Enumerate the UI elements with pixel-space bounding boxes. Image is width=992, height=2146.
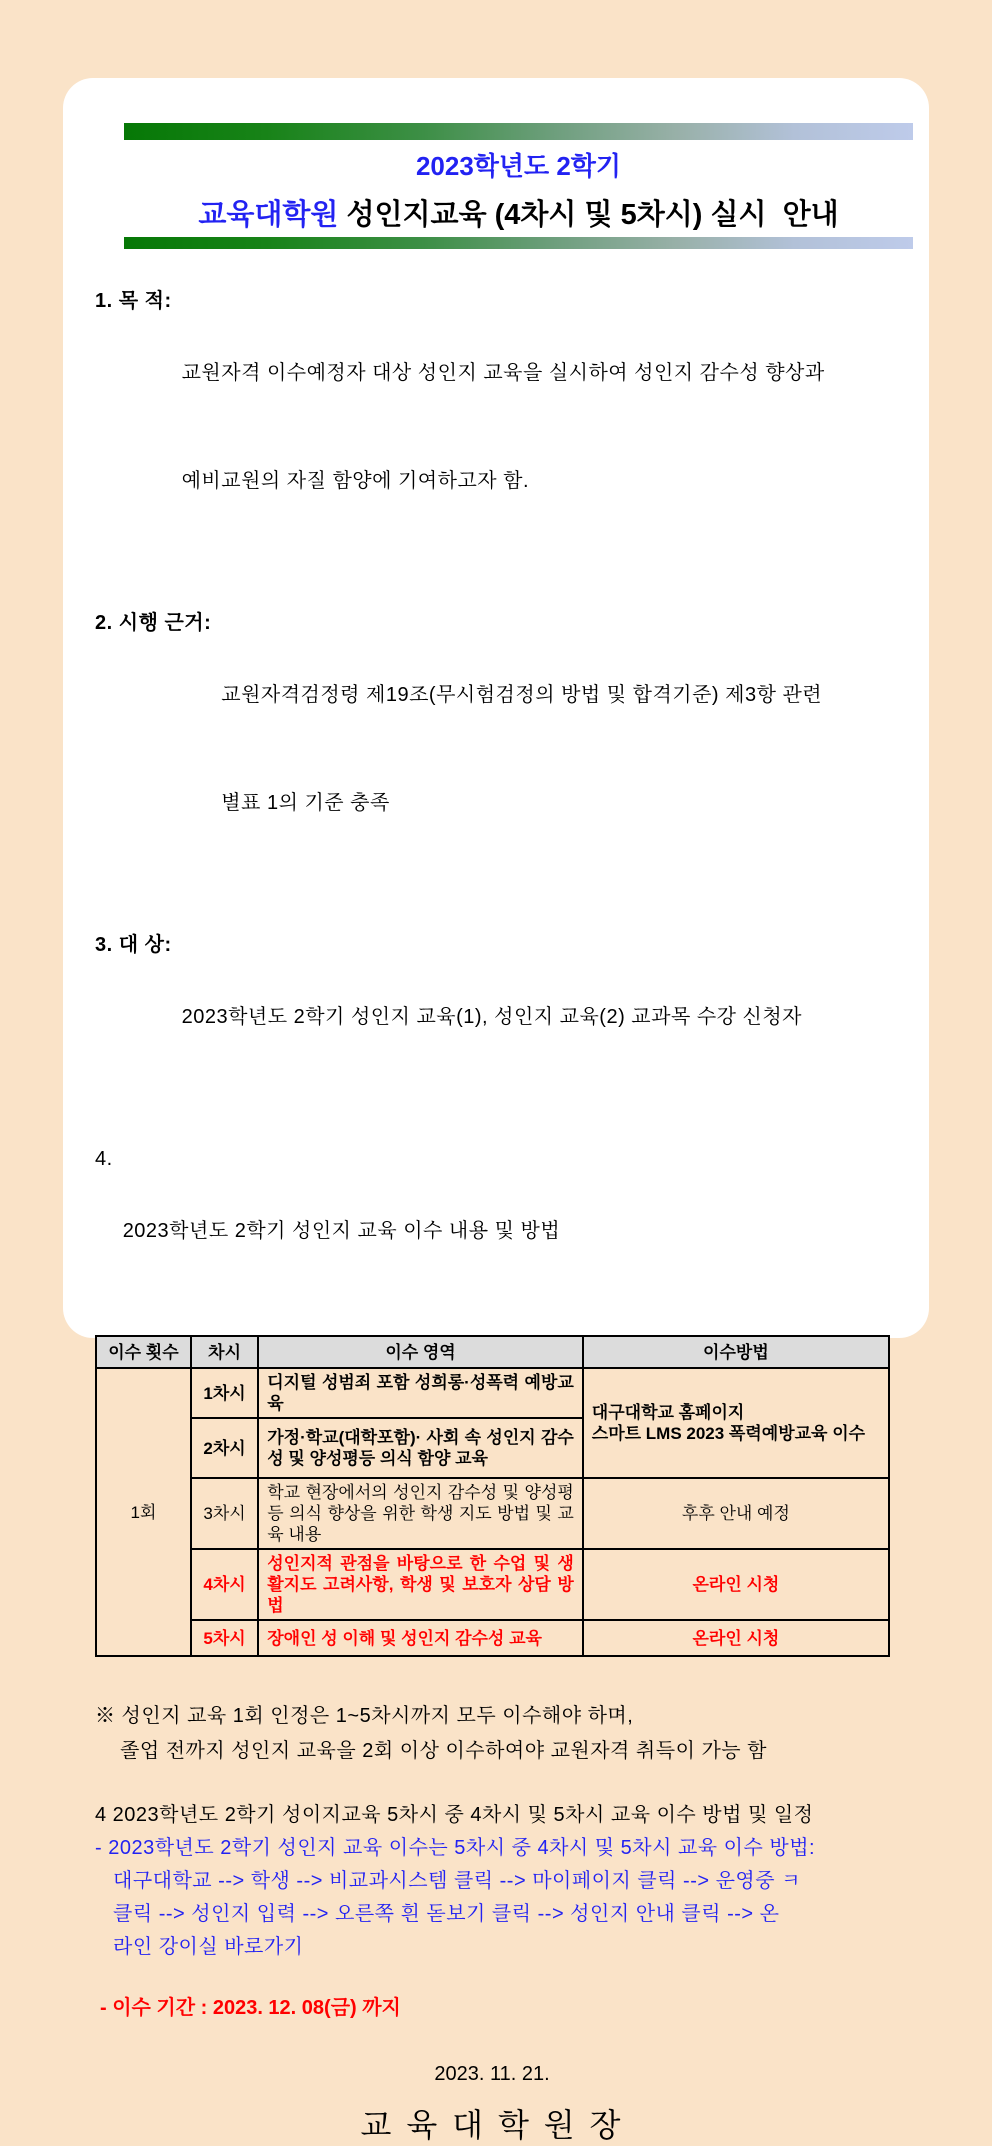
schedule-method-intro: - 2023학년도 2학기 성인지 교육 이수는 5차시 중 4차시 및 5차시 교육 이수 방법: [95,1837,816,1859]
session-cell-3: 3차시 [191,1478,258,1549]
org-name: 교육대학원 [198,199,339,231]
header-area: 이수 영역 [258,1336,583,1368]
document-header [124,123,913,249]
issue-date: 2023. 11. 21. [434,2063,550,2085]
area-cell-3: 학교 현장에서의 성인지 감수성 및 양성평등 의식 향상을 위한 학생 지도 방법 및 교육 내용 [258,1478,583,1549]
area-cell-4: 성인지적 관점을 바탕으로 한 수업 및 생활지도 고려사항, 학생 및 보호자 상담 방법 [258,1549,583,1620]
signature-title: 교 육 대 학 원 장 [360,2107,624,2143]
note-line-1: ※ 성인지 교육 1회 인정은 1~5차시까지 모두 이수해야 하며, [95,1705,634,1727]
header-session: 차시 [191,1336,258,1368]
table-row [96,1620,889,1656]
note-line-2: 졸업 전까지 성인지 교육을 2회 이상 이수하여야 교원자격 취득이 가능 함 [120,1740,767,1762]
section-purpose-text: 교원자격 이수예정자 대상 성인지 교육을 실시하여 성인지 감수성 향상과 예비교원의 자질 함양에 기여하고자 함. [181,362,825,492]
section-purpose-label: 1. 목 적: [95,290,172,312]
header-method: 이수방법 [583,1336,889,1368]
header-top-gradient-bar [124,123,913,140]
completion-table [95,1335,890,1657]
deadline-text: - 이수 기간 : 2023. 12. 08(금) 까지 [100,1997,401,2019]
section-content-label: 4. [95,1148,113,1170]
method-cell-3: 후후 안내 예정 [583,1478,889,1549]
session-cell-4: 4차시 [191,1549,258,1620]
section-target-label: 3. 대 상: [95,934,172,956]
main-title [124,196,913,234]
section-basis-text: 교원자격검정령 제19조(무시험검정의 방법 및 합격기준) 제3항 관련 별표 1의 기준 충족 [221,684,823,814]
semester-title: 2023학년도 2학기 [415,151,622,181]
section-target [95,927,889,1107]
schedule-path-line-2: 클릭 --> 성인지 입력 --> 오른쪽 흰 돋보기 클릭 --> 성인지 안내 클릭 --> 온 [113,1903,780,1925]
method-cell-5: 온라인 시청 [583,1620,889,1656]
section-basis-label: 2. 시행 근거: [95,612,212,634]
header-count: 이수 횟수 [96,1336,191,1368]
section-target-text: 2023학년도 2학기 성인지 교육(1), 성인지 교육(2) 교과목 수강 신청자 [181,1006,802,1028]
area-cell-1: 디지털 성범죄 포함 성희롱·성폭력 예방교육 [258,1368,583,1418]
document-body [63,283,929,2146]
table-header-row [96,1336,889,1368]
session-cell-2: 2차시 [191,1418,258,1478]
table-row [96,1549,889,1620]
section-content-text: 2023학년도 2학기 성인지 교육 이수 내용 및 방법 [122,1220,561,1242]
schedule-path-line-1: 대구대학교 --> 학생 --> 비교과시스템 클릭 --> 마이페이지 클릭 --> 운영중 ㅋ [113,1870,801,1892]
area-cell-5: 장애인 성 이해 및 성인지 감수성 교육 [258,1620,583,1656]
area-cell-2: 가정·학교(대학포함)· 사회 속 성인지 감수성 및 양성평등 의식 함양 교육 [258,1418,583,1478]
table-row [96,1368,889,1418]
section-basis [95,605,889,893]
session-cell-1: 1차시 [191,1368,258,1418]
main-title-rest: 성인지교육 (4차시 및 5차시) 실시 안내 [338,199,839,231]
section-purpose [95,283,889,571]
header-bottom-gradient-bar [124,237,913,249]
session-cell-5: 5차시 [191,1620,258,1656]
count-cell: 1회 [96,1368,191,1656]
schedule-path-line-3: 라인 강이실 바로가기 [113,1936,304,1958]
schedule-heading: 4 2023학년도 2학기 성이지교육 5차시 중 4차시 및 5차시 교육 이수 방법 및 일정 [95,1804,814,1826]
method-cell-merged: 대구대학교 홈페이지 스마트 LMS 2023 폭력예방교육 이수 [583,1368,889,1478]
note-block [95,1699,889,1769]
notice-document-card [63,78,929,2143]
method-cell-4: 온라인 시청 [583,1549,889,1620]
table-row [96,1478,889,1549]
section-content [95,1141,889,1321]
schedule-method-block [95,1832,889,1964]
